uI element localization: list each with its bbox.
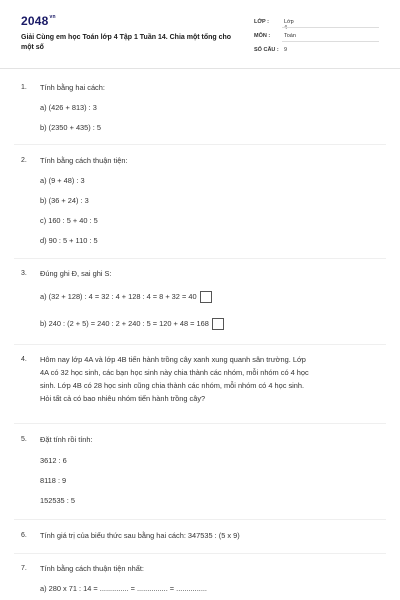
site-logo[interactable]: $2048^{vn}$ bbox=[21, 14, 56, 28]
meta-lop-value: Lớp 4 bbox=[284, 19, 294, 31]
question-number: 5. bbox=[21, 436, 27, 443]
question-separator bbox=[14, 423, 386, 424]
meta-socau: SỐ CÂU : 9 bbox=[254, 47, 288, 53]
question-item: a) 280 x 71 : 14 = .............. = ............... = ............... bbox=[40, 584, 207, 593]
question-item: b) 240 : (2 + 5) = 240 : 2 + 240 : 5 = 120 + 48 = 168 bbox=[40, 318, 224, 330]
meta-lop: LỚP : Lớp 4 bbox=[254, 19, 269, 25]
question-text: Tính bằng cách thuận tiện: bbox=[40, 156, 128, 165]
document-title: Giải Cùng em học Toán lớp 4 Tập 1 Tuần 14. Chia một tổng cho một số bbox=[21, 34, 232, 51]
meta-socau-value: 9 bbox=[284, 47, 288, 53]
question-item: a) (426 + 813) : 3 bbox=[40, 103, 97, 112]
question-item: 152535 : 5 bbox=[40, 496, 75, 505]
question-number: 2. bbox=[21, 157, 27, 164]
question-item: d) 90 : 5 + 110 : 5 bbox=[40, 236, 98, 245]
meta-mon: MÔN : Toán bbox=[254, 33, 270, 39]
question-item: 8118 : 9 bbox=[40, 476, 67, 485]
question-item: c) 160 : 5 + 40 : 5 bbox=[40, 216, 98, 225]
question-item: b) (2350 + 435) : 5 bbox=[40, 123, 102, 132]
question-number: 7. bbox=[21, 565, 27, 572]
question-text: Tính giá trị của biểu thức sau bằng hai cách: 347535 : (5 x 9) bbox=[40, 531, 240, 540]
document-header bbox=[0, 0, 400, 66]
question-separator bbox=[14, 553, 386, 554]
question-item: b) (36 + 24) : 3 bbox=[40, 196, 89, 205]
question-separator bbox=[14, 344, 386, 345]
question-text: Đúng ghi Đ, sai ghi S: bbox=[40, 269, 112, 278]
meta-divider bbox=[282, 27, 379, 28]
question-item: a) (32 + 128) : 4 = 32 : 4 + 128 : 4 = 8 + 32 = 40 bbox=[40, 291, 212, 303]
question-separator bbox=[14, 258, 386, 259]
header-divider bbox=[0, 68, 400, 69]
answer-checkbox[interactable] bbox=[212, 318, 224, 330]
question-separator bbox=[14, 144, 386, 145]
question-item: 3612 : 6 bbox=[40, 456, 67, 465]
meta-mon-value: Toán bbox=[284, 33, 296, 39]
question-number: 6. bbox=[21, 532, 27, 539]
meta-divider bbox=[282, 41, 379, 42]
question-number: 1. bbox=[21, 84, 27, 91]
question-text: Tính bằng cách thuận tiện nhất: bbox=[40, 564, 144, 573]
question-text: Đặt tính rồi tính: bbox=[40, 435, 93, 444]
answer-checkbox[interactable] bbox=[200, 291, 212, 303]
question-text: Tính bằng hai cách: bbox=[40, 83, 105, 92]
question-separator bbox=[14, 519, 386, 520]
question-item: a) (9 + 48) : 3 bbox=[40, 176, 85, 185]
question-text: Hôm nay lớp 4A và lớp 4B tiến hành trồng cây xanh xung quanh sân trường. Lớp 4A có 32 học sinh, các bạn học sinh này chia thành các nhóm, mỗi nhóm có 4 học sinh. Lớp 4B có 28 học sinh cũng chia thành các nhóm, mỗi nhóm có 4 học sinh. Hỏi tất cả có bao nhiêu nhóm tiến hành trồng cây? bbox=[40, 355, 309, 403]
question-number: 4. bbox=[21, 356, 27, 363]
question-number: 3. bbox=[21, 270, 27, 277]
